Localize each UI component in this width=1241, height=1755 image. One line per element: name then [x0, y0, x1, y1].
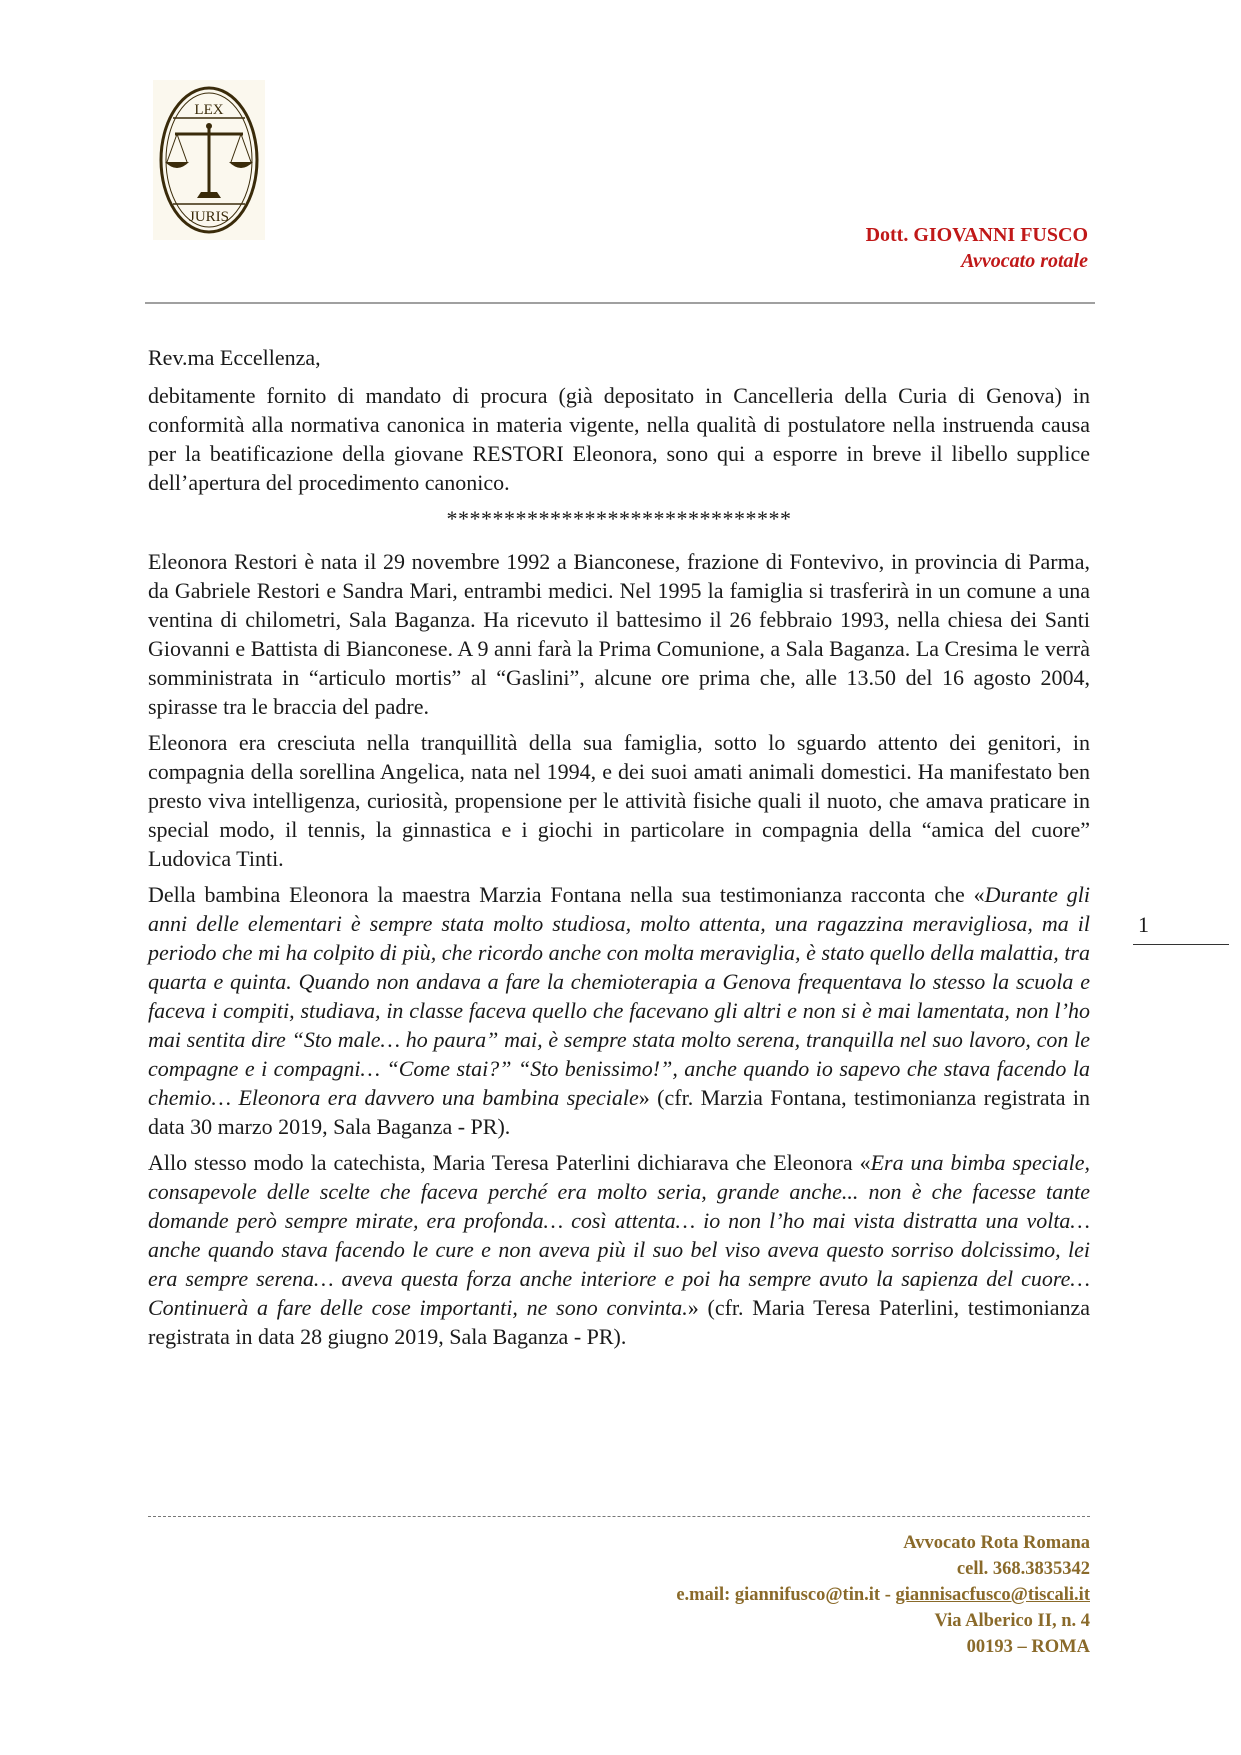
lex-juris-logo: [153, 80, 265, 240]
testimony-quote: Era una bimba speciale, consapevole delle scelte che faceva perché era molto seria, grande anche... non è che facesse tante domande però sempre mirate, era profonda… così attenta… io non l’ho mai vista distratta una volta… anche quando stava facendo le cure e non aveva più il suo bel viso aveva questo sorriso dolcissimo, lei era sempre serena… aveva questa forza anche interiore e poi ha sempre avuto la sapienza del cuore… Continuerà a fare delle cose importanti, ne sono convinta.: [148, 1150, 1090, 1320]
testimony-intro: Allo stesso modo la catechista, Maria Teresa Paterlini dichiarava che Eleonora «: [148, 1150, 871, 1175]
section-separator: ******************************: [446, 506, 792, 531]
lawyer-title: Avvocato rotale: [961, 250, 1088, 272]
paragraph-mandate: debitamente fornito di mandato di procura (già depositato in Cancelleria della Curia di Genova) in conformità alla normativa canonica in materia vigente, nella qualità di postulatore nella instruenda causa per la beatificazione della giovane RESTORI Eleonora, sono qui a esporre in breve il libello supplice dell’apertura del procedimento canonico.: [148, 383, 1090, 495]
footer-divider: [148, 1516, 1090, 1517]
testimony-quote: Durante gli anni delle elementari è sempre stata molto studiosa, molto attenta, una ragazzina meravigliosa, ma il periodo che mi ha colpito di più, che ricordo anche con molta meraviglia, è stato quello della malattia, tra quarta e quinta. Quando non andava a fare la chemioterapia a Genova frequentava lo stesso la scuola e faceva i compiti, studiava, in classe faceva quello che facevano gli altri e non si è mai lamentata, non l’ho mai sentita dire “Sto male… ho paura” mai, è sempre stata molto serena, tranquilla nel suo lavoro, con le compagne e i compagni… “Come stai?” “Sto benissimo!”, anche quando io sapevo che stava facendo la chemio… Eleonora era davvero una bambina speciale: [148, 882, 1090, 1110]
paragraph-teacher-testimony: [148, 880, 1090, 1141]
testimony-intro: Della bambina Eleonora la maestra Marzia Fontana nella sua testimonianza racconta che «: [148, 882, 985, 907]
footer-street: Via Alberico II, n. 4: [934, 1611, 1090, 1631]
footer-contact: [676, 1530, 1090, 1660]
testimony-citation: » (cfr. Maria Teresa Paterlini, testimonianza registrata in data 28 giugno 2019, Sala Baganza - PR).: [148, 1295, 1091, 1349]
page-number-rule: [1133, 944, 1229, 945]
letterhead: [866, 222, 1088, 274]
page-number: 1: [1138, 912, 1149, 937]
footer-email: [676, 1582, 1090, 1608]
email-link[interactable]: giannisacfusco@tiscali.it: [895, 1585, 1090, 1605]
email-label: e.mail: giannifusco@tin.it -: [676, 1585, 896, 1605]
letter-body: [148, 343, 1090, 1358]
salutation: Rev.ma Eccellenza,: [148, 345, 321, 370]
testimony-citation: » (cfr. Marzia Fontana, testimonianza registrata in data 30 marzo 2019, Sala Baganza - PR).: [148, 1085, 1090, 1139]
svg-text:JURIS: JURIS: [188, 209, 230, 225]
scales-icon: [153, 80, 265, 240]
paragraph-catechist-testimony: [148, 1148, 1090, 1351]
paragraph-childhood: Eleonora era cresciuta nella tranquillità della sua famiglia, sotto lo sguardo attento dei genitori, in compagnia della sorellina Angelica, nata nel 1994, e dei suoi amati animali domestici. Ha manifestato ben presto viva intelligenza, curiosità, propensione per le attività fisiche quali il nuoto, che amava praticare in special modo, il tennis, la ginnastica e i giochi in particolare in compagnia della “amica del cuore” Ludovica Tinti.: [148, 730, 1090, 871]
svg-text:LEX: LEX: [194, 102, 224, 118]
lawyer-name: Dott. GIOVANNI FUSCO: [865, 224, 1088, 246]
header-divider: [145, 302, 1095, 304]
footer-phone: cell. 368.3835342: [956, 1559, 1090, 1579]
footer-role: Avvocato Rota Romana: [903, 1533, 1090, 1553]
paragraph-biography: Eleonora Restori è nata il 29 novembre 1992 a Bianconese, frazione di Fontevivo, in provincia di Parma, da Gabriele Restori e Sandra Mari, entrambi medici. Nel 1995 la famiglia si trasferirà in un comune a una ventina di chilometri, Sala Baganza. Ha ricevuto il battesimo il 26 febbraio 1993, nella chiesa dei Santi Giovanni e Battista di Bianconese. A 9 anni farà la Prima Comunione, a Sala Baganza. La Cresima le verrà somministrata in “articulo mortis” al “Gaslini”, alcune ore prima che, alle 13.50 del 16 agosto 2004, spirasse tra le braccia del padre.: [148, 549, 1090, 719]
footer-city: 00193 – ROMA: [966, 1637, 1090, 1657]
